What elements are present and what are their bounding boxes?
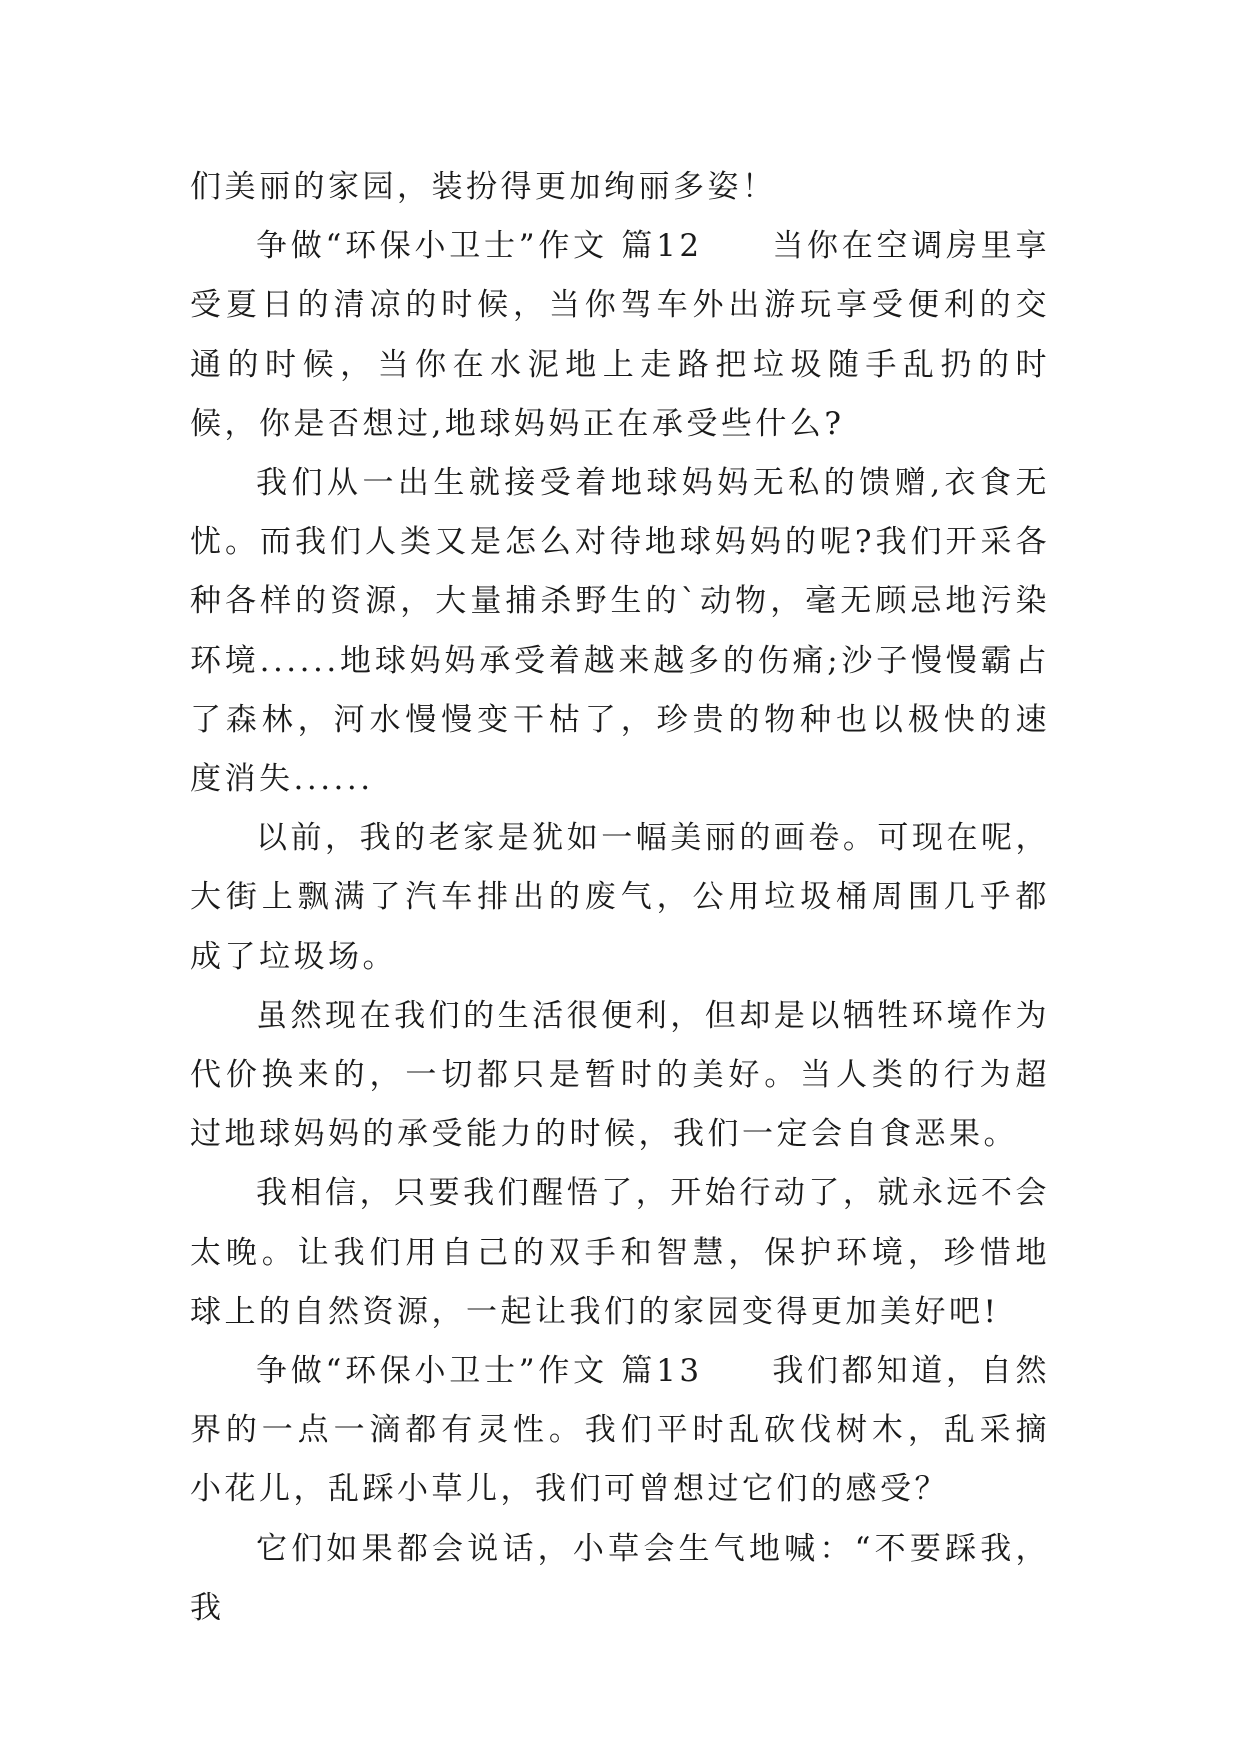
paragraph-4: 以前，我的老家是犹如一幅美丽的画卷。可现在呢，大街上飘满了汽车排出的废气，公用垃圾桶周围几乎都成了垃圾场。 bbox=[190, 820, 1050, 975]
paragraph-3: 我们从一出生就接受着地球妈妈无私的馈赠,衣食无忧。而我们人类又是怎么对待地球妈妈的呢?我们开采各种各样的资源，大量捕杀野生的`动物，毫无顾忌地污染环境......地球妈妈承受着越来越多的伤痛;沙子慢慢霸占了森林，河水慢慢变干枯了，珍贵的物种也以极快的速度消失...... bbox=[190, 465, 1050, 798]
paragraph-8: 它们如果都会说话，小草会生气地喊：“不要踩我，我 bbox=[190, 1530, 1050, 1626]
paragraph-5: 虽然现在我们的生活很便利，但却是以牺牲环境作为代价换来的，一切都只是暂时的美好。当人类的行为超过地球妈妈的承受能力的时候，我们一定会自食恶果。 bbox=[190, 997, 1050, 1153]
paragraph-6: 我相信，只要我们醒悟了，开始行动了，就永远不会太晚。让我们用自己的双手和智慧，保护环境，珍惜地球上的自然资源，一起让我们的家园变得更加美好吧! bbox=[190, 1175, 1050, 1330]
paragraph-7: 争做“环保小卫士”作文 篇13 我们都知道，自然界的一点一滴都有灵性。我们平时乱砍伐树木，乱采摘小花儿，乱踩小草儿，我们可曾想过它们的感受？ bbox=[190, 1353, 1050, 1508]
paragraph-2: 争做“环保小卫士”作文 篇12 当你在空调房里享受夏日的清凉的时候，当你驾车外出游玩享受便利的交通的时候，当你在水泥地上走路把垃圾随手乱扔的时候，你是否想过,地球妈妈正在承受些什么? bbox=[190, 228, 1050, 442]
paragraph-1: 们美丽的家园，装扮得更加绚丽多姿！ bbox=[190, 169, 777, 205]
document-body bbox=[190, 158, 1050, 1638]
